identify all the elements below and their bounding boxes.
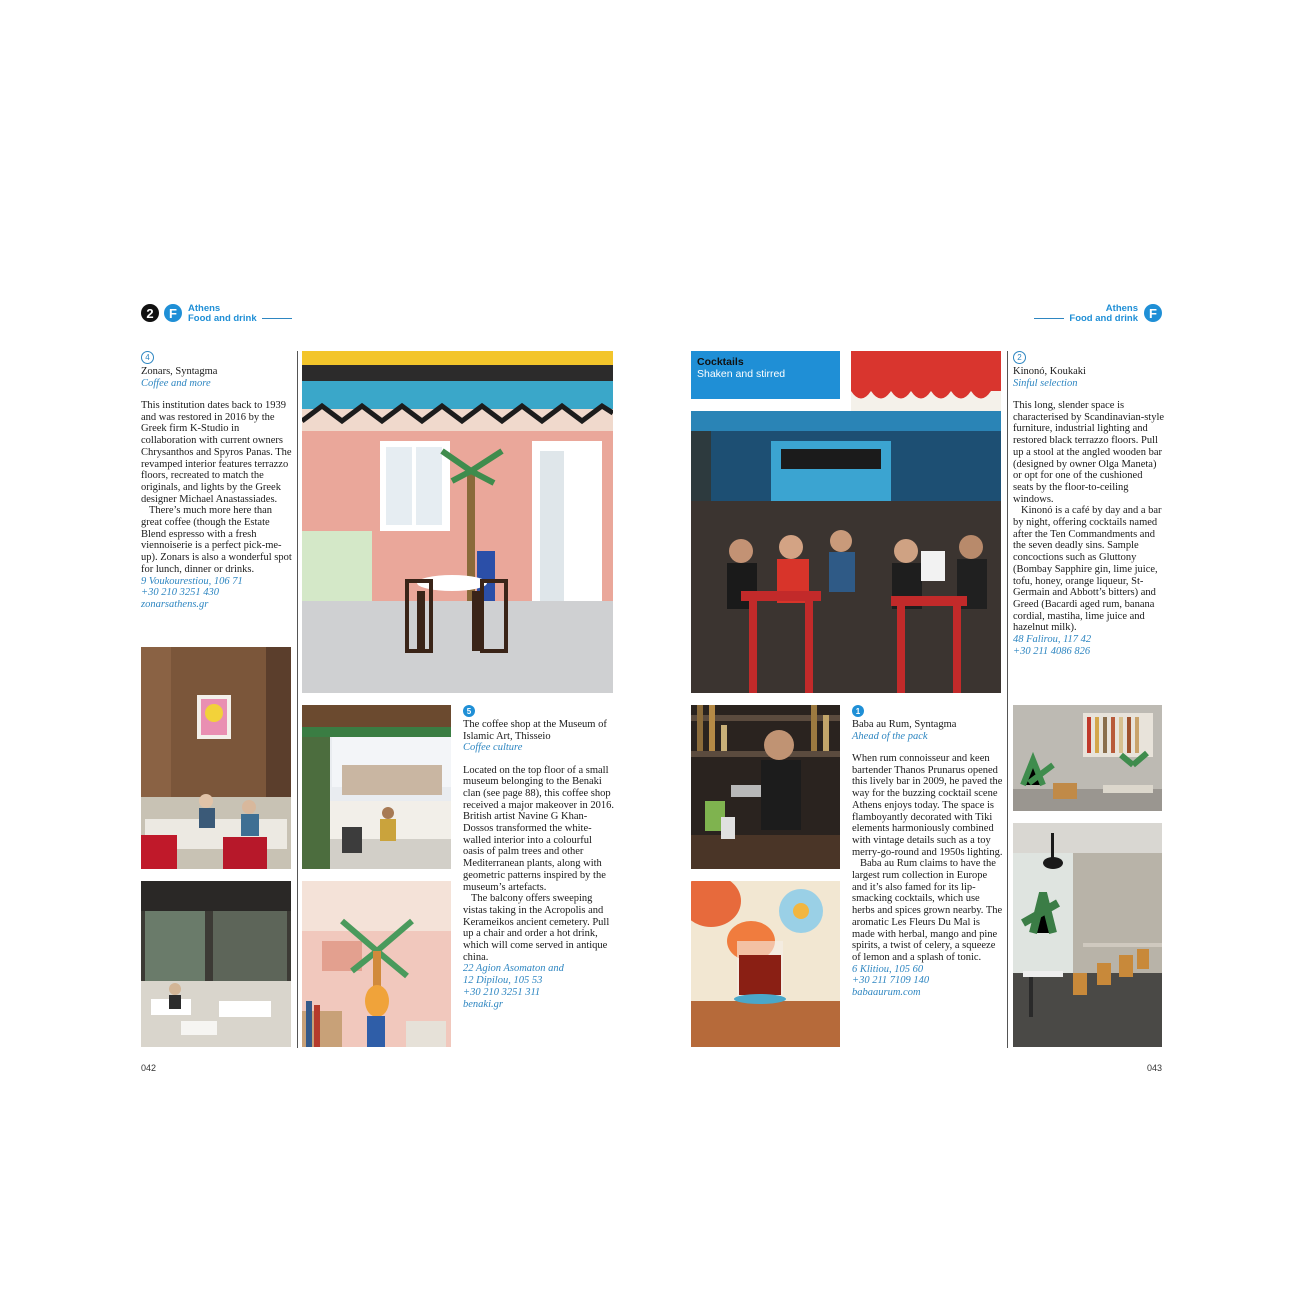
entry-address: 48 Falirou, 117 42 [1013,634,1092,646]
category-title: Cocktails [697,356,744,368]
entry-phone: +30 210 3251 430 [141,587,219,599]
entry-body [463,765,615,964]
museum-mural-photo [302,881,451,1047]
left-header-city: Athens [188,303,221,314]
entry-number-1: 1 [852,705,864,717]
entry-paragraph: Located on the top floor of a small museum belonging to the Benaki clan (see page 88), this coffee shop received a major makeover in 2016. British artist Navine G Khan-Dossos transformed the white-walled interior into a colourful oasis of palm trees and other Mediterranean plants, along with geometric patterns inspired by the museum’s artefacts. [463,764,615,893]
entry-website[interactable]: babaaurum.com [852,987,921,999]
museum-cafe-interior-photo [302,351,613,693]
entry-tagline: Coffee culture [463,742,523,753]
chapter-number-badge [141,304,159,322]
entry-title: Zonars, Syntagma [141,366,218,377]
zonars-terrace-photo [141,881,291,1047]
entry-number-4: 4 [141,351,154,364]
right-header-rule [1034,318,1064,319]
entry-number-2: 2 [1013,351,1026,364]
section-letter: F [169,305,177,321]
entry-phone: +30 210 3251 311 [463,986,541,998]
page-number-left: 042 [141,1063,157,1073]
entry-phone: +30 211 7109 140 [852,975,930,987]
entry-baba-au-rum [852,705,1004,999]
entry-body [141,400,293,576]
left-header-section: Food and drink [188,313,257,324]
entry-title: Baba au Rum, Syntagma [852,719,957,730]
entry-phone: +30 211 4086 826 [1013,645,1091,657]
section-letter-badge [1144,304,1162,322]
entry-zonars [141,351,293,611]
entry-paragraph: Baba au Rum claims to have the largest rum collection in Europe and it’s also famed for its lip-smacking cocktails, which use herbs and spices grown nearby. The aromatic Les Fleurs Du Mal is made with herbal, mango and pine spirits, a twist of celery, a squeeze of lemon and a splash of tonic. [852,858,1003,963]
column-divider [297,351,298,1048]
entry-tagline: Coffee and more [141,377,211,389]
kinono-interior-photo [1013,823,1162,1047]
entry-website[interactable]: zonarsathens.gr [141,598,209,610]
entry-tagline: Sinful selection [1013,377,1078,389]
column-divider [1007,351,1008,1048]
chapter-number: 2 [146,305,154,321]
entry-address: 6 Klitiou, 105 60 [852,963,924,975]
bartender-photo [691,705,840,869]
category-box-cutout [840,351,851,409]
cocktail-photo [691,881,840,1047]
museum-balcony-photo [302,705,451,869]
entry-body [1013,400,1165,634]
zonars-interior-photo [141,647,291,869]
entry-tagline: Ahead of the pack [852,730,928,742]
entry-paragraph: This long, slender space is characterised by Scandinavian-style furniture, industrial lighting and restored black terrazzo floors. Pull up a stool at the angled wooden bar (designed by owner Olga Maneta) or opt for one of the cushioned seats by the floor-to-ceiling windows. [1013,400,1165,505]
category-subtitle: Shaken and stirred [697,368,786,380]
entry-museum-cafe [463,705,615,1010]
entry-number-5: 5 [463,705,475,717]
entry-address-line-2: 12 Dipilou, 105 53 [463,975,543,987]
entry-body [852,753,1004,964]
entry-paragraph: The balcony offers sweeping vistas taking in the Acropolis and Kerameikos ancient cemetery. Pull up a chair and order a hot drink, which will come served in antique china. [463,893,610,963]
section-letter-badge [164,304,182,322]
entry-paragraph: This institution dates back to 1939 and was restored in 2016 by the Greek firm K-Studio in collaboration with current owners Chrysanthos and Spyros Panas. The revamped interior features terrazzo floors, recreated to match the originals, and lights by the Greek designer Michael Anastassiades. [141,400,292,505]
entry-paragraph: There’s much more here than great coffee (though the Estate Blend espresso with a fresh viennoiserie is a perfect pick-me-up). Zonars is also a wonderful spot for lunch, dinner or drinks. [141,505,292,575]
entry-kinono [1013,351,1165,657]
entry-address-line-1: 22 Agion Asomaton and [463,963,564,975]
category-box-cutout [691,399,851,409]
section-letter: F [1149,305,1157,321]
right-header-city: Athens [1105,303,1138,314]
entry-website[interactable]: benaki.gr [463,998,503,1010]
left-header-rule [262,318,292,319]
entry-address: 9 Voukourestiou, 106 71 [141,575,243,587]
page-number-right: 043 [1146,1063,1162,1073]
entry-title: Kinonó, Koukaki [1013,366,1086,377]
entry-paragraph: When rum connoisseur and keen bartender Thanos Prunarus opened this lively bar in 2009, he paved the way for the buzzing cocktail scene Athens enjoys today. The space is flamboyantly decorated with Tiki elements harmoniously combined with vintage details such as a toy merry-go-round and 1950s lighting. [852,753,1003,858]
entry-paragraph: Kinonó is a café by day and a bar by night, offering cocktails named after the Ten Commandments and the seven deadly sins. Sample concoctions such as Gluttony (Bombay Sapphire gin, lime juice, tofu, honey, orange liqueur, St-Germain and Abbott’s bitters) and Greed (Bacardi aged rum, banana cordial, mastiha, lime juice and hazelnut milk). [1013,505,1162,634]
right-header-section: Food and drink [1069,313,1138,324]
entry-title: The coffee shop at the Museum of Islamic Art, Thisseio [463,719,607,742]
kinono-wall-photo [1013,705,1162,811]
